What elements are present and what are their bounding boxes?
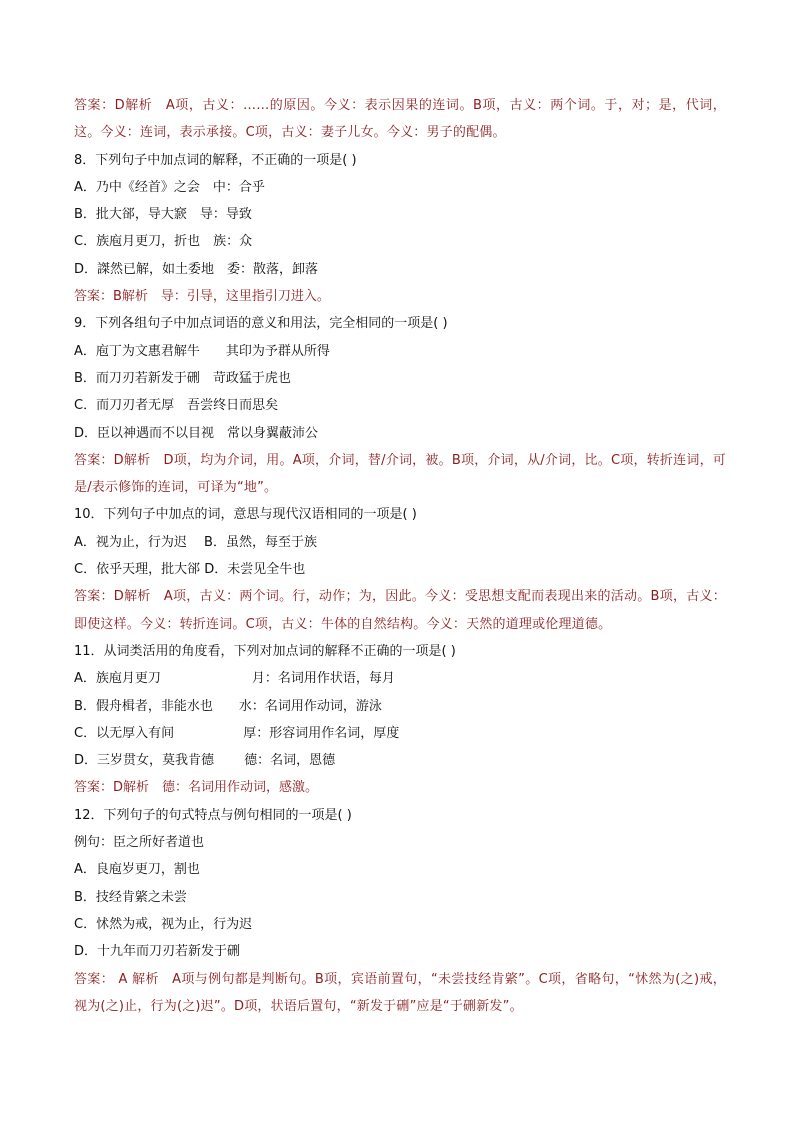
question-8-option-b: B．批大郤，导大窾 导：导致 bbox=[74, 207, 252, 223]
question-8-stem: 8．下列句子中加点词的解释，不正确的一项是( ) bbox=[74, 152, 357, 168]
question-12-option-b: B．技经肯綮之未尝 bbox=[74, 889, 187, 905]
question-11-option-b: B．假舟楫者，非能水也 水：名词用作动词，游泳 bbox=[74, 698, 382, 714]
answer-9-text: 答案：D解析 D项，均为介词，用。A项，介词，替/介词，被。B项，介词，从/介词，比。C项，转折连词，可是/表示修饰的连词，可译为“地”。 bbox=[74, 452, 726, 496]
answer-7-text: 答案：D解析 A项，古义：……的原因。今义：表示因果的连词。B项，古义：两个词。于，对；是，代词，这。今义：连词，表示承接。C项，古义：妻子儿女。今义：男子的配偶。 bbox=[74, 98, 726, 141]
question-11-option-d: D．三岁贯女，莫我肯德 德：名词，恩德 bbox=[74, 753, 336, 769]
question-9-option-c: C．而刀刃者无厚 吾尝终日而思矣 bbox=[74, 398, 279, 414]
question-9-option-d: D．臣以神遇而不以目视 常以身翼蔽沛公 bbox=[74, 425, 319, 441]
question-9-option-b: B．而刀刃若新发于硎 苛政猛于虎也 bbox=[74, 370, 291, 386]
document-body bbox=[74, 92, 726, 1020]
answer-11-text: 答案：D解析 德：名词用作动词，感激。 bbox=[74, 780, 319, 796]
question-11-option-a: A．族庖月更刀 月：名词用作状语，每月 bbox=[74, 671, 395, 687]
question-11-stem: 11．从词类活用的角度看，下列对加点词的解释不正确的一项是( ) bbox=[74, 643, 456, 659]
question-10-options-ab: A．视为止，行为迟 B．虽然，每至于族 bbox=[74, 534, 317, 550]
answer-8-text: 答案：B解析 导：引导，这里指引刀进入。 bbox=[74, 289, 330, 305]
question-8-option-d: D．謋然已解，如土委地 委：散落，卸落 bbox=[74, 261, 319, 277]
question-12-option-d: D．十九年而刀刃若新发于硎 bbox=[74, 944, 241, 960]
question-10-stem: 10．下列句子中加点的词，意思与现代汉语相同的一项是( ) bbox=[74, 507, 417, 523]
question-12-option-c: C．怵然为戒，视为止，行为迟 bbox=[74, 916, 253, 932]
question-9-option-a: A．庖丁为文惠君解牛 其印为予群从所得 bbox=[74, 343, 330, 359]
question-9-stem: 9．下列各组句子中加点词语的意义和用法，完全相同的一项是( ) bbox=[74, 316, 448, 332]
question-10-options-cd: C．依乎天理，批大郤 D．未尝见全牛也 bbox=[74, 562, 306, 578]
answer-12-text: 答案： A 解析 A项与例句都是判断句。B项，宾语前置句，“未尝技经肯綮”。C项，省略句，“怵然为(之)戒，视为(之)止，行为(之)迟”。D项，状语后置句，“新发于硎”应是“于硎新发”。 bbox=[74, 971, 726, 1014]
answer-10-text: 答案：D解析 A项，古义：两个词。行，动作；为，因此。今义：受思想支配而表现出来的活动。B项，古义：即使这样。今义：转折连词。C项，古义：牛体的自然结构。今义：天然的道理或伦理道德。 bbox=[74, 589, 726, 632]
question-12-example: 例句：臣之所好者道也 bbox=[74, 835, 205, 851]
question-8-option-c: C．族庖月更刀，折也 族：众 bbox=[74, 234, 253, 250]
question-12-option-a: A．良庖岁更刀，割也 bbox=[74, 862, 200, 878]
question-8-option-a: A．乃中《经首》之会 中：合乎 bbox=[74, 179, 265, 195]
question-11-option-c: C．以无厚入有间 厚：形容词用作名词，厚度 bbox=[74, 725, 400, 741]
question-12-stem: 12．下列句子的句式特点与例句相同的一项是( ) bbox=[74, 807, 352, 823]
